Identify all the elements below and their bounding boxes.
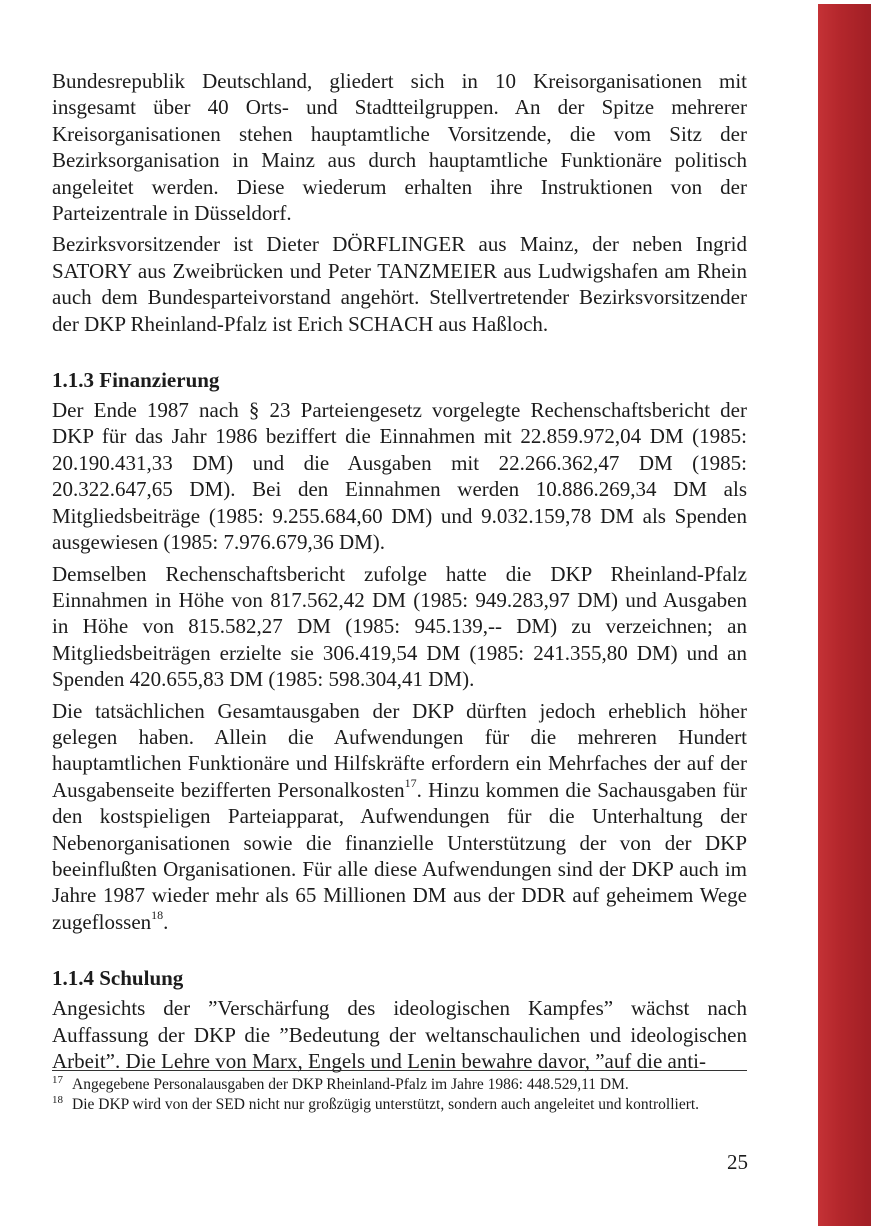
footnote-18 [52, 1095, 747, 1115]
paragraph-finanzierung-2: Demselben Rechenschaftsbericht zufolge hatte die DKP Rheinland-Pfalz Einnahmen in Höhe von 817.562,42 DM (1985: 949.283,97 DM) und Ausgaben in Höhe von 815.582,27 DM (1985: 945.139,-- DM) zu verzeichnen; an Mitgliedsbeiträgen erzielte sie 306.419,54 DM (1985: 241.355,80 DM) und an Spenden 420.655,83 DM (1985: 598.304,41 DM). [52, 561, 747, 692]
footnotes [52, 1070, 747, 1114]
paragraph-finanzierung-1: Der Ende 1987 nach § 23 Parteiengesetz vorgelegte Rechenschaftsbericht der DKP für das Jahr 1986 beziffert die Einnahmen mit 22.859.972,04 DM (1985: 20.190.431,33 DM) und die Ausgaben mit 22.266.362,47 DM (1985: 20.322.647,65 DM). Bei den Einnahmen werden 10.886.269,34 DM als Mitgliedsbeiträge (1985: 9.255.684,60 DM) und 9.032.159,78 DM als Spenden ausgewiesen (1985: 7.976.679,36 DM). [52, 398, 747, 555]
paragraph-intro-1: Bundesrepublik Deutschland, gliedert sich in 10 Kreisorganisationen mit insgesamt über 40 Orts- und Stadtteilgruppen. An der Spitze mehrerer Kreisorganisationen stehen hauptamtliche Vorsitzende, die vom Sitz der Bezirksorganisation in Mainz aus durch hauptamtliche Funktionäre politisch angeleitet werden. Diese wiederum erhalten ihre Instruktionen von der Parteizentrale in Düsseldorf. [52, 69, 747, 226]
paragraph-finanzierung-3-part-a: Die tatsächlichen Gesamtausgaben der DKP dürften jedoch erheblich höher gelegen haben. Allein die Aufwendungen für die mehreren Hundert hauptamtlichen Funktionäre und Hilfskräfte erfordern ein Mehrfaches der auf der Ausgabenseite bezifferten Personalkosten [52, 698, 747, 802]
footnote-ref-17: 17 [404, 775, 417, 790]
page-edge-top [818, 0, 871, 4]
paragraph-intro-2: Bezirksvorsitzender ist Dieter DÖRFLINGER aus Mainz, der neben Ingrid SATORY aus Zweibrücken und Peter TANZMEIER aus Ludwigshafen am Rhein auch dem Bundesparteivorstand angehört. Stellvertretender Bezirksvorsitzender der DKP Rheinland-Pfalz ist Erich SCHACH aus Haßloch. [52, 232, 747, 336]
footnote-mark: 17 [52, 1074, 63, 1086]
page-body [52, 68, 747, 1079]
footnote-mark: 18 [52, 1093, 63, 1106]
paragraph-finanzierung-3-part-b: . Hinzu kommen die Sachausgaben für den kostspieligen Parteiapparat, Aufwendungen für die Unterhaltung der Nebenorganisationen sowie die finanzielle Unterstützung der von der DKP beeinflußten Organisationen. Für alle diese Aufwendungen sind der DKP auch im Jahre 1987 wieder mehr als 65 Millionen DM aus der DDR auf geheimem Wege zugeflossen [52, 777, 747, 934]
paragraph-schulung-1: Angesichts der ”Verschärfung des ideologischen Kampfes” wächst nach Auffassung der DKP die ”Bedeutung der weltanschaulichen und ideologischen Arbeit”. Die Lehre von Marx, Engels und Lenin bewahre davor, ”auf die anti- [52, 996, 747, 1073]
page-edge-red-strip [818, 0, 871, 1226]
heading-finanzierung: 1.1.3 Finanzierung [52, 368, 220, 393]
footnote-17 [52, 1075, 747, 1095]
heading-schulung: 1.1.4 Schulung [52, 966, 184, 991]
paragraph-finanzierung-3 [52, 698, 747, 936]
paragraph-finanzierung-3-part-c: . [163, 909, 169, 934]
page-number: 25 [727, 1150, 748, 1174]
footnote-ref-18: 18 [151, 907, 164, 922]
footnote-text: Die DKP wird von der SED nicht nur großzügig unterstützt, sondern auch angeleitet und kontrolliert. [72, 1095, 700, 1113]
footnote-text: Angegebene Personalausgaben der DKP Rheinland-Pfalz im Jahre 1986: 448.529,11 DM. [72, 1076, 629, 1093]
